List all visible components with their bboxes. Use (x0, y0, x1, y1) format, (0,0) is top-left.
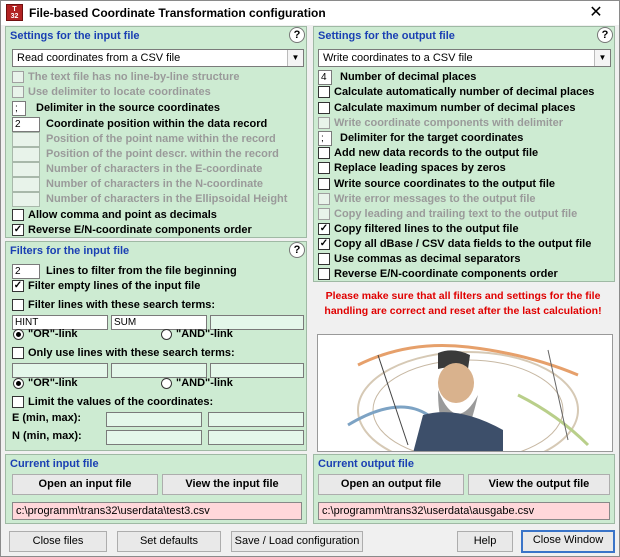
option-label: Copy filtered lines to the output file (334, 223, 519, 235)
input-settings-title: Settings for the input file (10, 30, 140, 42)
e-range-label: E (min, max): (12, 412, 82, 424)
checkbox[interactable] (318, 117, 330, 129)
title-bar (1, 1, 619, 25)
option-label: Number of characters in the Ellipsoidal Height (46, 193, 288, 205)
option-label: Use commas as decimal separators (334, 253, 521, 265)
option-label: Number of decimal places (340, 71, 477, 83)
option-label: Calculate automatically number of decimal places (334, 86, 595, 98)
or-link-radio[interactable] (13, 329, 24, 340)
or-link-radio-2[interactable] (13, 378, 24, 389)
option-label: Replace leading spaces by zeros (334, 162, 506, 174)
checkbox[interactable] (318, 147, 330, 159)
option-label: Allow comma and point as decimals (28, 209, 217, 221)
option-label: Use delimiter to locate coordinates (28, 86, 211, 98)
help-icon[interactable]: ? (597, 27, 613, 43)
option-label: Write coordinate components with delimiter (334, 117, 563, 129)
option-label: Copy leading and trailing text to the output file (334, 208, 578, 220)
input-path-field[interactable]: c:\programm\trans32\userdata\test3.csv (12, 502, 302, 520)
checkbox[interactable]: ✓ (13, 224, 23, 235)
current-input-title: Current input file (10, 458, 99, 470)
input-settings-panel (5, 26, 307, 238)
e-min-field[interactable] (106, 412, 202, 427)
height-characters-field[interactable] (12, 192, 40, 207)
coordinate-position-field[interactable]: 2 (12, 117, 40, 132)
checkbox[interactable] (318, 253, 330, 265)
current-output-title: Current output file (318, 458, 414, 470)
n-characters-field[interactable] (12, 177, 40, 192)
and-link-label-2: "AND"-link (176, 377, 233, 389)
option-label: Calculate maximum number of decimal places (334, 102, 576, 114)
point-name-position-field[interactable] (12, 132, 40, 147)
input-mode-value: Read coordinates from a CSV file (17, 52, 181, 64)
search-term-field-1[interactable]: HINT (12, 315, 108, 330)
source-delimiter-field[interactable]: ; (12, 101, 26, 116)
option-label: Lines to filter from the file beginning (46, 265, 237, 277)
save-load-button[interactable]: Save / Load configuration (231, 531, 363, 552)
current-output-panel (313, 454, 615, 524)
set-defaults-button[interactable]: Set defaults (117, 531, 221, 552)
only-use-field-3[interactable] (210, 363, 304, 378)
target-delimiter-field[interactable]: ; (318, 131, 332, 146)
open-input-button[interactable]: Open an input file (12, 474, 158, 495)
only-use-field-2[interactable] (111, 363, 207, 378)
only-use-field-1[interactable] (12, 363, 108, 378)
search-term-field-2[interactable]: SUM (111, 315, 207, 330)
close-files-button[interactable]: Close files (9, 531, 107, 552)
view-input-button[interactable]: View the input file (162, 474, 302, 495)
checkbox[interactable] (318, 102, 330, 114)
warning-text: Please make sure that all filters and settings for the file handling are correct and reset after the last calculation! (324, 290, 602, 317)
checkbox[interactable] (318, 208, 330, 220)
option-label: Delimiter for the target coordinates (340, 132, 524, 144)
help-icon[interactable]: ? (289, 242, 305, 258)
checkbox[interactable] (318, 162, 330, 174)
filters-panel (5, 241, 307, 451)
option-label: Position of the point descr. within the record (46, 148, 279, 160)
option-label: Limit the values of the coordinates: (28, 396, 214, 408)
checkbox[interactable] (12, 209, 24, 221)
output-mode-value: Write coordinates to a CSV file (323, 52, 473, 64)
option-label: Reverse E/N-coordinate components order (28, 224, 252, 236)
option-label: Delimiter in the source coordinates (36, 102, 220, 114)
checkbox[interactable] (12, 86, 24, 98)
or-link-label: "OR"-link (28, 328, 78, 340)
checkbox[interactable]: ✓ (319, 238, 329, 249)
output-settings-title: Settings for the output file (318, 30, 455, 42)
checkbox[interactable] (318, 178, 330, 190)
option-label: Copy all dBase / CSV data fields to the output file (334, 238, 592, 250)
output-path-field[interactable]: c:\programm\trans32\userdata\ausgabe.csv (318, 502, 610, 520)
n-max-field[interactable] (208, 430, 304, 445)
checkbox[interactable] (318, 86, 330, 98)
filters-title: Filters for the input file (10, 245, 130, 257)
output-mode-select[interactable] (318, 49, 611, 67)
decimal-places-field[interactable]: 4 (318, 70, 332, 85)
checkbox[interactable] (12, 299, 24, 311)
chevron-down-icon[interactable]: ▼ (594, 50, 610, 66)
option-label: Coordinate position within the data record (46, 118, 268, 130)
view-output-button[interactable]: View the output file (468, 474, 610, 495)
current-input-panel (5, 454, 307, 524)
checkbox[interactable] (12, 71, 24, 83)
or-link-label-2: "OR"-link (28, 377, 78, 389)
input-mode-select[interactable] (12, 49, 304, 67)
and-link-radio[interactable] (161, 329, 172, 340)
app-logo-icon: T 32 (6, 4, 23, 21)
option-label: Number of characters in the E-coordinate (46, 163, 263, 175)
option-label: Number of characters in the N-coordinate (46, 178, 263, 190)
checkbox[interactable] (318, 268, 330, 280)
help-button[interactable]: Help (457, 531, 513, 552)
portrait-illustration (317, 334, 613, 452)
option-label: Write source coordinates to the output file (334, 178, 556, 190)
option-label: Add new data records to the output file (334, 147, 539, 159)
option-label: Filter empty lines of the input file (28, 280, 201, 292)
option-label: The text file has no line-by-line structure (28, 71, 240, 83)
checkbox[interactable] (12, 396, 24, 408)
n-range-label: N (min, max): (12, 430, 82, 442)
option-label: Reverse E/N-coordinate components order (334, 268, 558, 280)
checkbox[interactable]: ✓ (319, 223, 329, 234)
lines-to-filter-field[interactable]: 2 (12, 264, 40, 279)
checkbox[interactable] (12, 347, 24, 359)
option-label: Write error messages to the output file (334, 193, 536, 205)
close-window-button[interactable]: Close Window (521, 530, 615, 553)
chevron-down-icon[interactable]: ▼ (287, 50, 303, 66)
open-output-button[interactable]: Open an output file (318, 474, 464, 495)
close-icon[interactable]: ✕ (589, 4, 603, 21)
e-max-field[interactable] (208, 412, 304, 427)
and-link-radio-2[interactable] (161, 378, 172, 389)
and-link-label: "AND"-link (176, 328, 233, 340)
checkbox[interactable]: ✓ (13, 280, 23, 291)
n-min-field[interactable] (106, 430, 202, 445)
output-settings-panel (313, 26, 615, 282)
window-title: File-based Coordinate Transformation configuration (29, 6, 326, 20)
e-characters-field[interactable] (12, 162, 40, 177)
option-label: Position of the point name within the record (46, 133, 276, 145)
checkbox[interactable] (318, 193, 330, 205)
option-label: Only use lines with these search terms: (28, 347, 235, 359)
point-descr-position-field[interactable] (12, 147, 40, 162)
option-label: Filter lines with these search terms: (28, 299, 216, 311)
help-icon[interactable]: ? (289, 27, 305, 43)
